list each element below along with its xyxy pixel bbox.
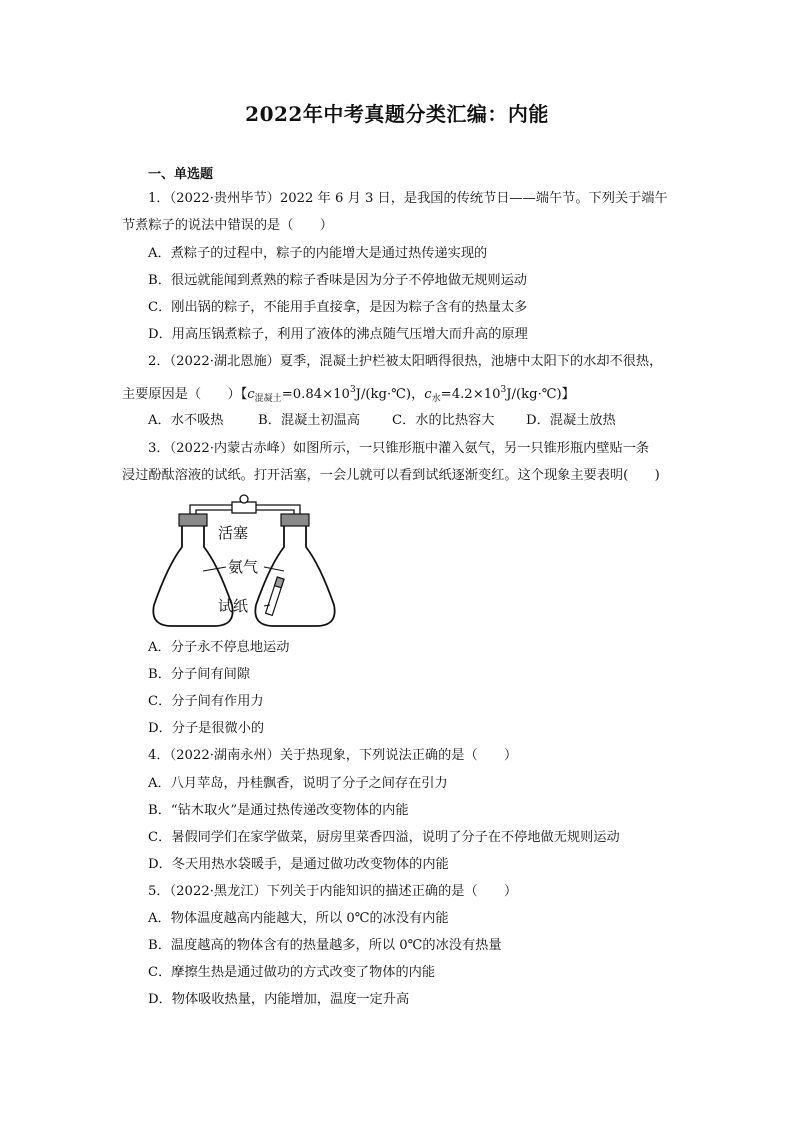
c1-value: =0.84×10	[281, 387, 350, 402]
q2-stem-line2	[122, 381, 575, 408]
q1-stem-line1: 1．（2022·贵州毕节）2022 年 6 月 3 日，是我国的传统节日——端午节。下列关于端午	[148, 191, 668, 206]
q3-stem-line1: 3．（2022·内蒙古赤峰）如图所示，一只锥形瓶中灌入氨气，另一只锥形瓶内壁贴一条	[148, 441, 650, 456]
flask-diagram	[146, 493, 352, 633]
q2-option-a: A．水不吸热	[148, 413, 224, 428]
q4-option-b: B．“钻木取火”是通过热传递改变物体的内能	[148, 803, 409, 818]
c2-subscript: 水	[431, 394, 441, 404]
q4-option-a: A．八月苹岛，丹桂飘香，说明了分子之间存在引力	[148, 776, 448, 791]
q3-option-c: C．分子间有作用力	[148, 694, 264, 709]
c1-exponent: 3	[349, 385, 356, 395]
q2-option-c: C．水的比热容大	[392, 413, 495, 428]
c2-unit: J/(kg·℃)】	[506, 387, 575, 402]
q1-option-a: A．煮粽子的过程中，粽子的内能增大是通过热传递实现的	[148, 246, 488, 261]
q1-option-b: B．很远就能闻到煮熟的粽子香味是因为分子不停地做无规则运动	[148, 273, 527, 288]
q5-stem: 5．（2022·黑龙江）下列关于内能知识的描述正确的是（ ）	[148, 884, 518, 899]
c-symbol-1: c	[247, 387, 255, 402]
q3-stem-line2: 浸过酚酞溶液的试纸。打开活塞，一会儿就可以看到试纸逐渐变红。这个现象主要表明( )	[122, 468, 660, 483]
c1-subscript: 混凝土	[254, 394, 282, 404]
section-heading: 一、单选题	[148, 167, 214, 182]
test-paper-label: 试纸	[218, 597, 249, 615]
q4-option-c: C．暑假同学们在家学做菜，厨房里菜香四溢，说明了分子在不停地做无规则运动	[148, 830, 620, 845]
q5-option-c: C．摩擦生热是通过做功的方式改变了物体的内能	[148, 965, 436, 980]
q1-option-d: D．用高压锅煮粽子，利用了液体的沸点随气压增大而升高的原理	[148, 327, 528, 342]
q3-option-a: A．分子永不停息地运动	[148, 640, 290, 655]
ammonia-label: 氨气	[228, 558, 259, 576]
q4-stem: 4．（2022·湖南永州）关于热现象，下列说法正确的是（ ）	[148, 748, 518, 763]
q4-option-d: D．冬天用热水袋暖手，是通过做功改变物体的内能	[148, 857, 449, 872]
c2-value: =4.2×10	[440, 387, 501, 402]
q3-option-b: B．分子间有间隙	[148, 667, 251, 682]
q2-stem-prefix: 主要原因是（ ）【	[122, 387, 248, 402]
c-symbol-2: c	[424, 387, 432, 402]
q5-option-d: D．物体吸收热量，内能增加，温度一定升高	[148, 992, 410, 1007]
c1-unit: J/(kg·℃)，	[355, 387, 425, 402]
q1-option-c: C．刚出锅的粽子，不能用手直接拿，是因为粽子含有的热量太多	[148, 300, 528, 315]
q1-stem-line2: 节煮粽子的说法中错误的是（ ）	[122, 218, 333, 233]
page-title: 2022年中考真题分类汇编：内能	[245, 102, 549, 126]
q3-option-d: D．分子是很微小的	[148, 721, 265, 736]
q2-option-d: D．混凝土放热	[526, 413, 616, 428]
c2-exponent: 3	[500, 385, 507, 395]
q5-option-b: B．温度越高的物体含有的热量越多，所以 0℃的冰没有热量	[148, 938, 502, 953]
q5-option-a: A．物体温度越高内能越大，所以 0℃的冰没有内能	[148, 911, 449, 926]
q2-option-b: B．混凝土初温高	[258, 413, 361, 428]
q2-stem-line1: 2．（2022·湖北恩施）夏季，混凝土护栏被太阳晒得很热，池塘中太阳下的水却不很热，	[148, 354, 663, 369]
q2-options-row	[148, 412, 616, 430]
valve-label: 活塞	[218, 524, 249, 542]
